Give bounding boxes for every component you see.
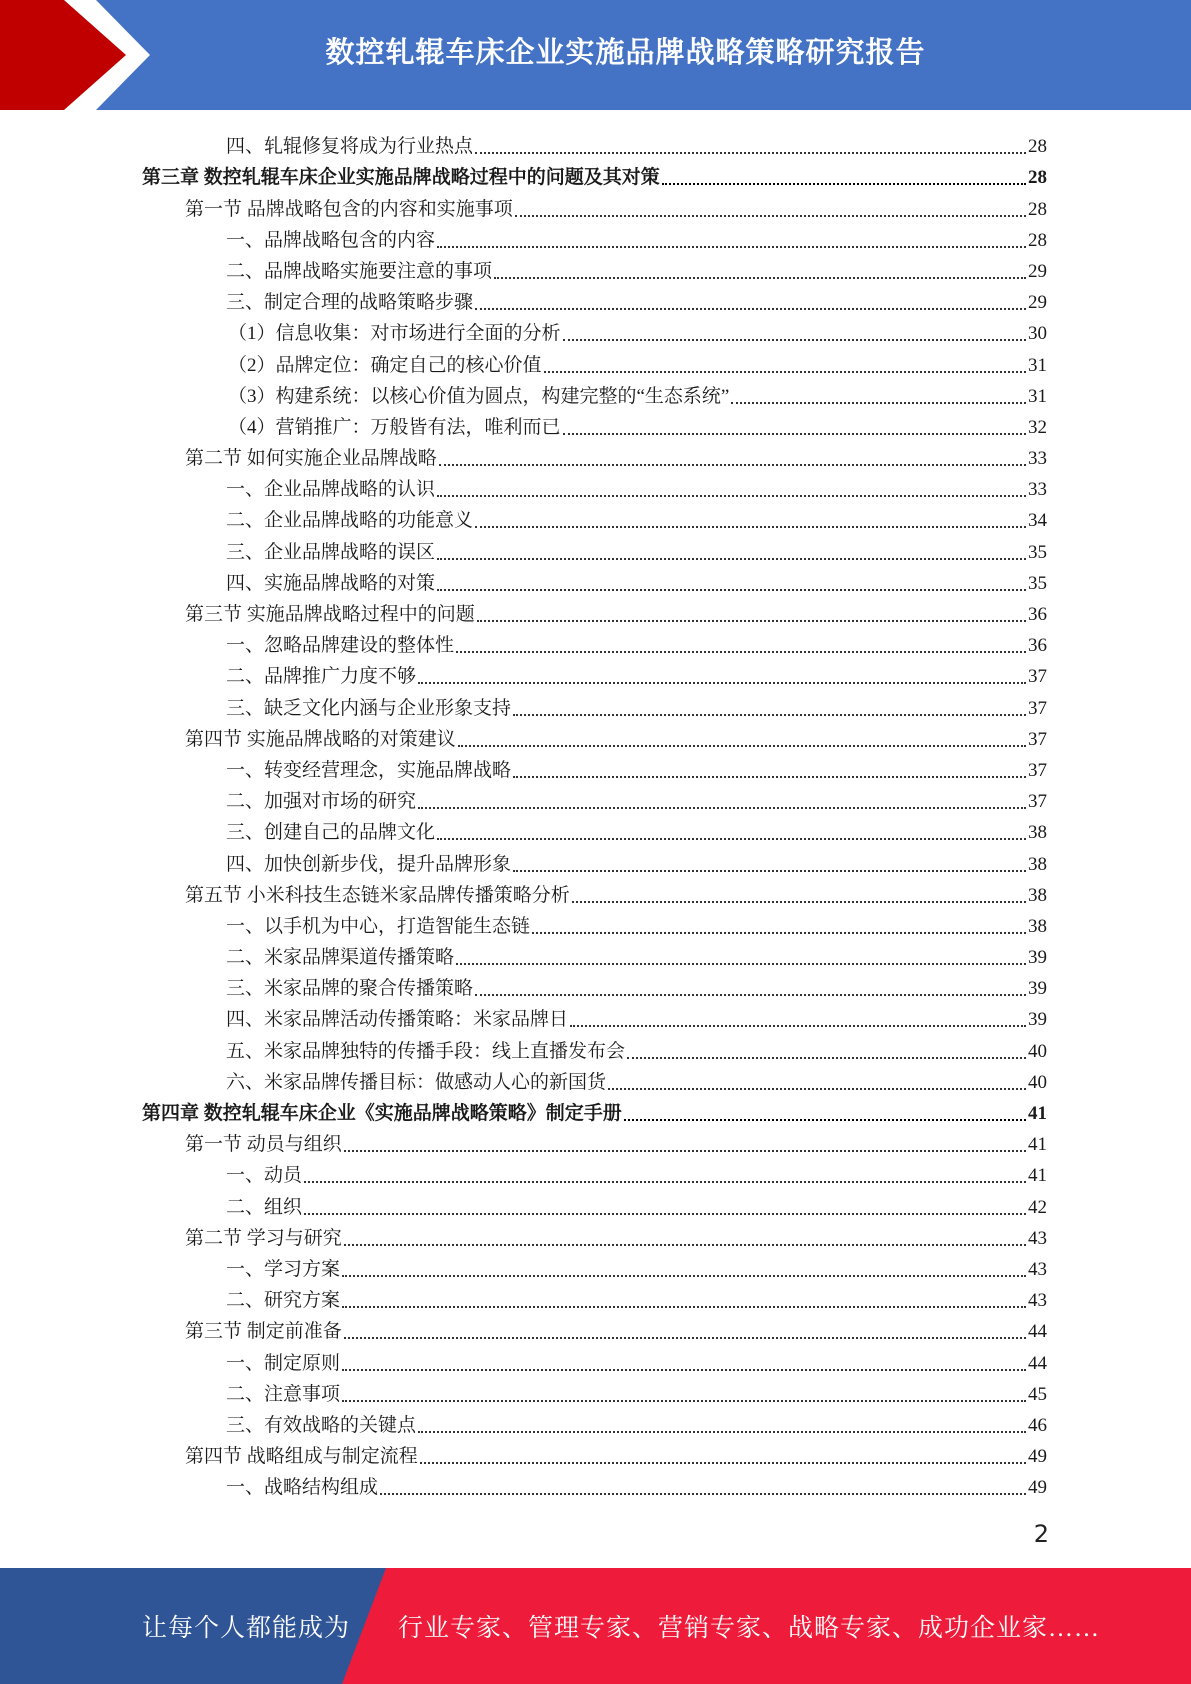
toc-entry[interactable]: [0, 1438, 1047, 1469]
toc-entry-title: 第四节 战略组成与制定流程: [185, 1446, 418, 1468]
toc-entry[interactable]: [0, 939, 1047, 970]
toc-entry-page: 36: [1028, 635, 1047, 657]
toc-entry-title: 三、创建自己的品牌文化: [226, 822, 436, 844]
toc-entry[interactable]: [0, 1188, 1047, 1219]
toc-entry-title: 三、米家品牌的聚合传播策略: [226, 978, 474, 1000]
toc-entry-title: 五、米家品牌独特的传播手段：线上直播发布会: [226, 1040, 626, 1062]
toc-entry-title: 四、加快创新步伐，提升品牌形象: [226, 853, 512, 875]
toc-entry[interactable]: [0, 128, 1047, 159]
toc-entry-title: 第三章 数控轧辊车床企业实施品牌战略过程中的问题及其对策: [142, 167, 660, 189]
toc-dot-leader: [513, 714, 1026, 716]
toc-entry[interactable]: [0, 190, 1047, 221]
toc-dot-leader: [662, 183, 1026, 185]
toc-entry-title: 一、品牌战略包含的内容: [226, 229, 436, 251]
toc-entry-page: 29: [1028, 292, 1047, 314]
toc-dot-leader: [342, 1400, 1026, 1402]
toc-entry-title: 四、米家品牌活动传播策略：米家品牌日: [226, 1009, 569, 1031]
toc-dot-leader: [420, 1462, 1026, 1464]
toc-entry[interactable]: [0, 284, 1047, 315]
toc-dot-leader: [439, 464, 1026, 466]
toc-entry[interactable]: [0, 440, 1047, 471]
toc-entry-title: 四、实施品牌战略的对策: [226, 572, 436, 594]
toc-entry-title: 二、研究方案: [226, 1290, 341, 1312]
toc-entry-title: 一、学习方案: [226, 1258, 341, 1280]
toc-entry[interactable]: [0, 565, 1047, 596]
toc-entry-title: 三、缺乏文化内涵与企业形象支持: [226, 697, 512, 719]
toc-entry-page: 30: [1028, 323, 1047, 345]
toc-dot-leader: [456, 651, 1026, 653]
toc-entry-page: 49: [1028, 1477, 1047, 1499]
toc-entry[interactable]: [0, 752, 1047, 783]
toc-entry[interactable]: [0, 1251, 1047, 1282]
toc-entry-title: 第二节 如何实施企业品牌战略: [185, 448, 437, 470]
toc-entry-page: 35: [1028, 541, 1047, 563]
toc-entry-page: 33: [1028, 479, 1047, 501]
toc-entry-page: 45: [1028, 1383, 1047, 1405]
toc-entry-page: 40: [1028, 1071, 1047, 1093]
toc-entry-title: 二、米家品牌渠道传播策略: [226, 947, 455, 969]
toc-dot-leader: [456, 963, 1026, 965]
toc-entry-title: 三、制定合理的战略策略步骤: [226, 292, 474, 314]
toc-entry-page: 39: [1028, 978, 1047, 1000]
toc-dot-leader: [437, 495, 1026, 497]
toc-dot-leader: [477, 620, 1026, 622]
toc-dot-leader: [570, 1025, 1026, 1027]
toc-dot-leader: [515, 215, 1026, 217]
toc-entry[interactable]: [0, 814, 1047, 845]
toc-entry-title: 二、注意事项: [226, 1383, 341, 1405]
toc-entry-title: 第三节 制定前准备: [185, 1321, 342, 1343]
toc-entry[interactable]: [0, 409, 1047, 440]
toc-entry[interactable]: [0, 877, 1047, 908]
toc-entry[interactable]: [0, 1282, 1047, 1313]
toc-entry-title: 第一节 品牌战略包含的内容和实施事项: [185, 198, 513, 220]
toc-entry-page: 49: [1028, 1446, 1047, 1468]
toc-entry-page: 37: [1028, 759, 1047, 781]
toc-entry-page: 29: [1028, 260, 1047, 282]
page-number: 2: [1033, 1520, 1049, 1548]
page-footer: [0, 1568, 1191, 1684]
toc-entry-page: 43: [1028, 1290, 1047, 1312]
page-header: [0, 0, 1191, 110]
toc-entry-page: 33: [1028, 448, 1047, 470]
toc-dot-leader: [342, 1306, 1026, 1308]
toc-entry[interactable]: [0, 471, 1047, 502]
toc-entry-title: 一、战略结构组成: [226, 1477, 379, 1499]
toc-entry-page: 38: [1028, 884, 1047, 906]
toc-entry-title: 一、转变经营理念，实施品牌战略: [226, 759, 512, 781]
toc-dot-leader: [572, 901, 1026, 903]
toc-entry[interactable]: [0, 222, 1047, 253]
toc-entry[interactable]: [0, 1220, 1047, 1251]
toc-entry-page: 37: [1028, 697, 1047, 719]
toc-dot-leader: [418, 1431, 1026, 1433]
toc-entry-title: 一、动员: [226, 1165, 303, 1187]
toc-entry-title: （1）信息收集：对市场进行全面的分析: [228, 323, 561, 345]
toc-entry-title: 第四节 实施品牌战略的对策建议: [185, 728, 456, 750]
toc-entry[interactable]: [0, 658, 1047, 689]
toc-dot-leader: [532, 932, 1026, 934]
toc-entry[interactable]: [0, 1313, 1047, 1344]
toc-dot-leader: [563, 433, 1026, 435]
toc-entry-title: 一、忽略品牌建设的整体性: [226, 635, 455, 657]
toc-entry[interactable]: [0, 253, 1047, 284]
toc-entry[interactable]: [0, 721, 1047, 752]
toc-entry-title: 第一节 动员与组织: [185, 1134, 342, 1156]
toc-entry[interactable]: [0, 1064, 1047, 1095]
toc-dot-leader: [437, 838, 1026, 840]
toc-dot-leader: [494, 277, 1026, 279]
toc-entry-title: 二、企业品牌战略的功能意义: [226, 510, 474, 532]
toc-entry-title: 第四章 数控轧辊车床企业《实施品牌战略策略》制定手册: [142, 1103, 622, 1124]
toc-entry-page: 28: [1028, 136, 1047, 158]
toc-dot-leader: [627, 1057, 1026, 1059]
toc-dot-leader: [344, 1244, 1026, 1246]
toc-entry-page: 37: [1028, 666, 1047, 688]
toc-entry-page: 31: [1028, 354, 1047, 376]
table-of-contents: [0, 128, 1191, 1500]
toc-entry[interactable]: [0, 1001, 1047, 1032]
toc-entry-page: 28: [1028, 229, 1047, 251]
toc-entry[interactable]: [0, 845, 1047, 876]
toc-entry-page: 40: [1028, 1040, 1047, 1062]
toc-dot-leader: [513, 870, 1026, 872]
toc-entry-title: 第二节 学习与研究: [185, 1227, 342, 1249]
toc-dot-leader: [475, 308, 1026, 310]
toc-dot-leader: [458, 745, 1026, 747]
toc-dot-leader: [304, 1213, 1026, 1215]
toc-entry[interactable]: [0, 783, 1047, 814]
toc-entry-page: 42: [1028, 1196, 1047, 1218]
toc-entry[interactable]: [0, 596, 1047, 627]
toc-entry-title: 一、制定原则: [226, 1352, 341, 1374]
toc-entry[interactable]: [0, 1376, 1047, 1407]
toc-dot-leader: [342, 1369, 1026, 1371]
toc-entry-title: （3）构建系统：以核心价值为圆点，构建完整的“生态系统”: [228, 385, 730, 407]
toc-entry-page: 43: [1028, 1227, 1047, 1249]
toc-entry[interactable]: [0, 908, 1047, 939]
toc-entry-title: 一、以手机为中心，打造智能生态链: [226, 915, 531, 937]
toc-entry[interactable]: [0, 1344, 1047, 1375]
toc-entry[interactable]: [0, 1469, 1047, 1500]
toc-dot-leader: [513, 776, 1026, 778]
toc-dot-leader: [437, 246, 1026, 248]
toc-entry-title: 二、加强对市场的研究: [226, 791, 417, 813]
toc-entry-page: 44: [1028, 1321, 1047, 1343]
toc-dot-leader: [380, 1493, 1026, 1495]
toc-entry[interactable]: [0, 378, 1047, 409]
toc-dot-leader: [475, 526, 1026, 528]
toc-entry-page: 43: [1028, 1258, 1047, 1280]
toc-entry[interactable]: [0, 970, 1047, 1001]
toc-dot-leader: [437, 589, 1026, 591]
toc-dot-leader: [344, 1337, 1026, 1339]
toc-entry-title: 第五节 小米科技生态链米家品牌传播策略分析: [185, 884, 570, 906]
toc-entry[interactable]: [0, 159, 1047, 190]
toc-entry-page: 46: [1028, 1414, 1047, 1436]
toc-dot-leader: [437, 558, 1026, 560]
toc-entry[interactable]: [0, 1126, 1047, 1157]
toc-entry-page: 28: [1028, 167, 1047, 189]
toc-entry-page: 28: [1028, 198, 1047, 220]
toc-entry-page: 34: [1028, 510, 1047, 532]
toc-entry-page: 31: [1028, 385, 1047, 407]
toc-dot-leader: [624, 1119, 1026, 1121]
toc-entry-page: 38: [1028, 915, 1047, 937]
toc-entry-title: （2）品牌定位：确定自己的核心价值: [228, 354, 542, 376]
toc-entry-page: 41: [1028, 1165, 1047, 1187]
toc-entry[interactable]: [0, 346, 1047, 377]
toc-entry-title: 一、企业品牌战略的认识: [226, 479, 436, 501]
toc-entry-page: 37: [1028, 728, 1047, 750]
document-title: 数控轧辊车床企业实施品牌战略策略研究报告: [325, 34, 926, 69]
toc-entry-page: 37: [1028, 791, 1047, 813]
toc-entry[interactable]: [0, 502, 1047, 533]
toc-dot-leader: [342, 1275, 1026, 1277]
toc-entry-page: 32: [1028, 416, 1047, 438]
toc-dot-leader: [544, 371, 1026, 373]
toc-dot-leader: [418, 807, 1026, 809]
toc-dot-leader: [344, 1150, 1026, 1152]
toc-entry[interactable]: [0, 1157, 1047, 1188]
toc-entry-title: 六、米家品牌传播目标：做感动人心的新国货: [226, 1071, 607, 1093]
toc-entry-page: 36: [1028, 604, 1047, 625]
toc-entry[interactable]: [0, 1032, 1047, 1063]
toc-entry-page: 38: [1028, 822, 1047, 844]
toc-entry[interactable]: [0, 689, 1047, 720]
toc-entry-title: （4）营销推广：万般皆有法，唯利而已: [228, 416, 561, 438]
toc-entry-title: 三、企业品牌战略的误区: [226, 541, 436, 563]
toc-entry[interactable]: [0, 315, 1047, 346]
toc-entry-page: 38: [1028, 853, 1047, 875]
toc-dot-leader: [475, 994, 1026, 996]
footer-slogan-right: 行业专家、管理专家、营销专家、战略专家、成功企业家……: [398, 1615, 1101, 1642]
toc-entry[interactable]: [0, 627, 1047, 658]
toc-dot-leader: [731, 402, 1026, 404]
toc-entry-page: 39: [1028, 1009, 1047, 1031]
toc-entry-page: 41: [1028, 1134, 1047, 1156]
toc-entry[interactable]: [0, 533, 1047, 564]
toc-entry-title: 三、有效战略的关键点: [226, 1414, 417, 1436]
toc-entry-page: 39: [1028, 947, 1047, 969]
toc-entry-page: 35: [1028, 572, 1047, 594]
toc-dot-leader: [304, 1181, 1026, 1183]
toc-entry-title: 二、品牌战略实施要注意的事项: [226, 260, 493, 282]
toc-entry-page: 41: [1028, 1103, 1047, 1124]
toc-entry-title: 二、组织: [226, 1196, 303, 1218]
toc-entry[interactable]: [0, 1095, 1047, 1126]
footer-slogan-left: 让每个人都能成为: [142, 1615, 351, 1642]
toc-entry-title: 二、品牌推广力度不够: [226, 666, 417, 688]
toc-dot-leader: [608, 1088, 1026, 1090]
toc-dot-leader: [475, 152, 1026, 154]
toc-entry-title: 第三节 实施品牌战略过程中的问题: [185, 604, 475, 625]
toc-entry-title: 四、轧辊修复将成为行业热点: [226, 136, 474, 158]
toc-entry[interactable]: [0, 1407, 1047, 1438]
toc-entry-page: 44: [1028, 1352, 1047, 1374]
toc-dot-leader: [418, 682, 1026, 684]
toc-dot-leader: [563, 339, 1026, 341]
